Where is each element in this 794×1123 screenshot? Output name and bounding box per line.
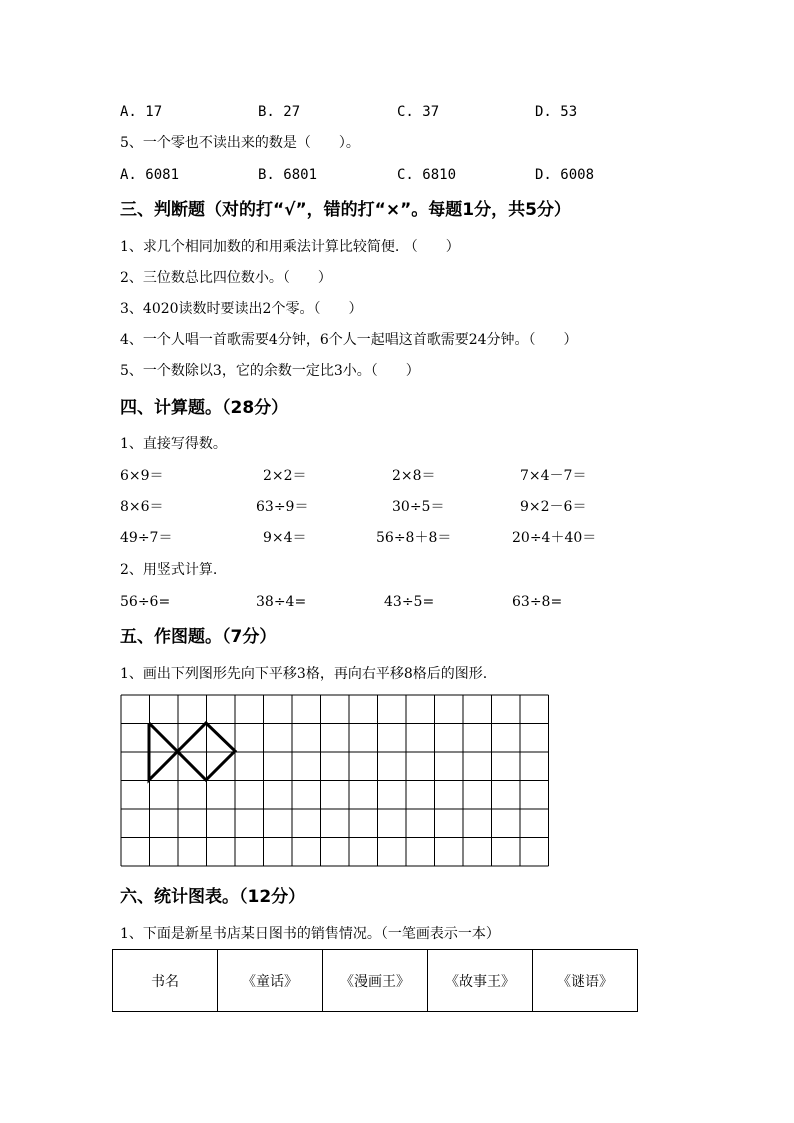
table-header-cell: 书名 (113, 950, 218, 1012)
vertical-4: 63÷8= (512, 594, 563, 610)
book-sales-table (112, 949, 638, 1012)
calc-r2-c4: 9×2－6＝ (520, 499, 587, 515)
table-header-cell: 《漫画王》 (323, 950, 428, 1012)
calc-r1-c3: 2×8＝ (392, 468, 436, 484)
judge-item-1: 1、求几个相同加数的和用乘法计算比较简便. （ ） (120, 239, 460, 255)
section3-title: 三、判断题（对的打“√”，错的打“×”。每题1分，共5分） (120, 200, 571, 220)
calc-r3-c4: 20÷4＋40＝ (512, 530, 597, 546)
vertical-1: 56÷6= (120, 594, 171, 610)
q5-option-a: A. 6081 (120, 167, 180, 183)
q5-question: 5、一个零也不读出来的数是（ ）。 (120, 135, 360, 151)
q4-option-a: A. 17 (120, 104, 163, 120)
table-header-cell: 《童话》 (218, 950, 323, 1012)
calc-r2-c1: 8×6＝ (120, 499, 164, 515)
calc-r3-c1: 49÷7＝ (120, 530, 173, 546)
judge-item-4: 4、一个人唱一首歌需要4分钟，6个人一起唱这首歌需要24分钟。（ ） (120, 332, 578, 348)
stats-sub1: 1、下面是新星书店某日图书的销售情况。（一笔画表示一本） (120, 926, 500, 942)
calc-sub1: 1、直接写得数。 (120, 436, 227, 452)
calc-r3-c3: 56÷8＋8＝ (376, 530, 452, 546)
section5-title: 五、作图题。（7分） (120, 627, 277, 647)
calc-r2-c2: 63÷9＝ (256, 499, 309, 515)
table-header-cell: 《谜语》 (533, 950, 638, 1012)
table-row (113, 950, 638, 1012)
q5-option-c: C. 6810 (397, 167, 457, 183)
calc-sub2: 2、用竖式计算. (120, 562, 218, 578)
table-header-cell: 《故事王》 (428, 950, 533, 1012)
calc-r1-c1: 6×9＝ (120, 468, 164, 484)
calc-r1-c4: 7×4－7＝ (520, 468, 587, 484)
judge-item-2: 2、三位数总比四位数小。（ ） (120, 270, 332, 286)
q4-option-d: D. 53 (535, 104, 578, 120)
calc-r3-c2: 9×4＝ (263, 530, 307, 546)
calc-r1-c2: 2×2＝ (263, 468, 307, 484)
judge-item-5: 5、一个数除以3，它的余数一定比3小。（ ） (120, 363, 420, 379)
vertical-2: 38÷4= (256, 594, 307, 610)
drawing-sub1: 1、画出下列图形先向下平移3格，再向右平移8格后的图形. (120, 666, 488, 682)
q5-option-d: D. 6008 (535, 167, 595, 183)
vertical-3: 43÷5= (384, 594, 435, 610)
judge-item-3: 3、4020读数时要读出2个零。（ ） (120, 301, 363, 317)
q4-option-b: B. 27 (258, 104, 301, 120)
q5-option-b: B. 6801 (258, 167, 318, 183)
drawing-grid[interactable] (120, 694, 550, 869)
section4-title: 四、计算题。（28分） (120, 398, 289, 418)
q4-option-c: C. 37 (397, 104, 440, 120)
section6-title: 六、统计图表。（12分） (120, 887, 306, 907)
calc-r2-c3: 30÷5＝ (392, 499, 445, 515)
